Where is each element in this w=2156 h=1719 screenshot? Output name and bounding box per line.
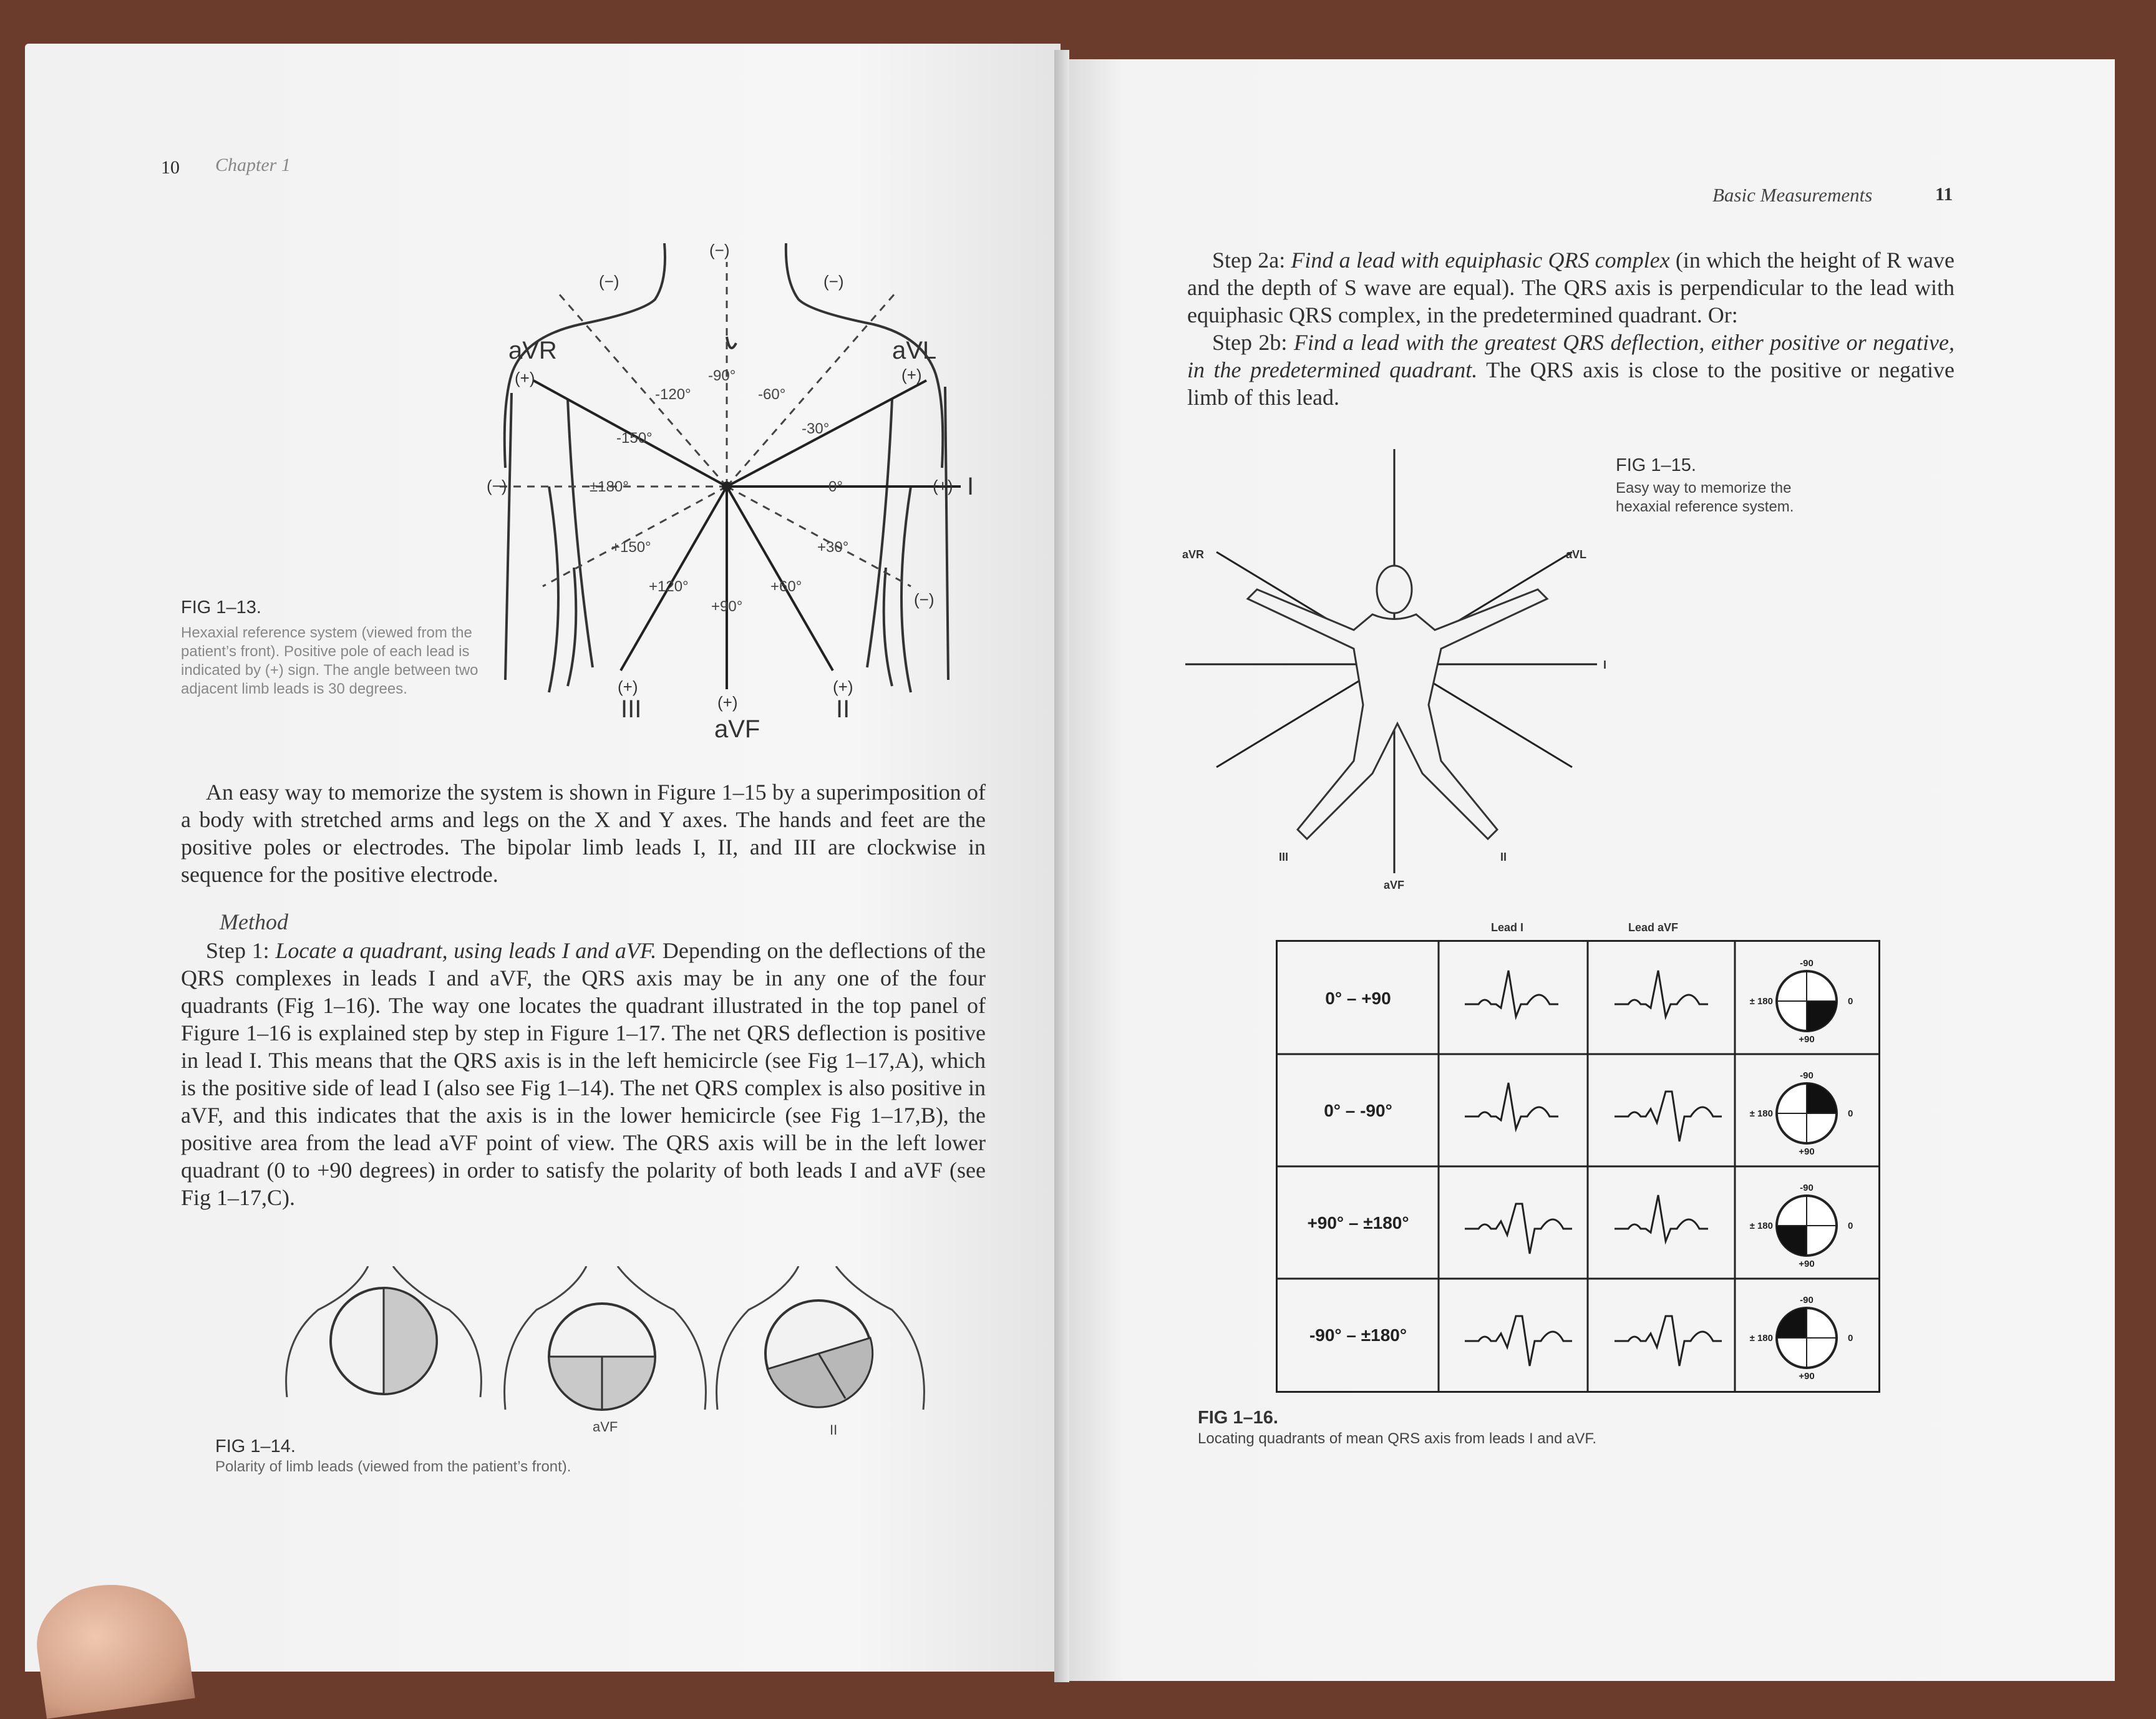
angle-m30: -30° [802,420,830,437]
fig13-label: FIG 1–13. [181,598,261,617]
right-page-number: 11 [1935,184,1953,205]
step2a-italic: Find a lead with equiphasic QRS complex [1291,248,1670,273]
circle-label-right: 0 [1848,996,1853,1007]
neg-lower-right: (−) [914,590,935,609]
step1-paragraph [181,937,986,1211]
angle-p120: +120° [649,578,689,595]
col-header-lead-i: Lead I [1491,921,1524,934]
fig13-hexaxial-diagram [487,231,986,742]
pos-ii: (+) [833,677,853,696]
fig15-avf-label: aVF [1384,879,1405,891]
fig16-label: FIG 1–16. [1198,1408,1278,1428]
col-header-lead-avf: Lead aVF [1628,921,1679,934]
fig14-ii-label: II [830,1422,838,1438]
left-page-number: 10 [161,157,180,178]
pos-iii: (+) [618,677,638,696]
fig15-label: FIG 1–15. [1616,455,1696,475]
circle-label-top: -90 [1800,1070,1814,1081]
shaded-quadrant [1807,1083,1837,1113]
fig15-i-label: I [1603,659,1607,671]
lead-i-waveform [1465,1204,1572,1254]
neg-top: (−) [709,241,730,259]
circle-label-top: -90 [1800,958,1814,969]
neg-upper-left: (−) [599,272,619,291]
shaded-quadrant [1807,1001,1837,1031]
step2a-paragraph [1187,246,1954,329]
circle-label-bottom: +90 [1799,1034,1815,1045]
fig15-caption: Easy way to memorize the hexaxial reference system. [1616,480,1794,515]
angle-m150: -150° [616,430,653,447]
lead-avf-waveform [1615,1195,1708,1241]
running-head: Basic Measurements [1712,184,1873,206]
angle-p90: +90° [711,598,743,615]
lead-i-waveform [1465,971,1558,1017]
fig14-caption: Polarity of limb leads (viewed from the patient’s front). [215,1458,571,1475]
fig16-caption: Locating quadrants of mean QRS axis from leads I and aVF. [1198,1430,1597,1447]
circle-label-left: ± 180 [1749,1333,1773,1344]
fig16-quadrant-table [1276,940,1880,1393]
pos-avl: (+) [901,366,922,384]
neg-upper-right: (−) [823,272,844,291]
step1-label: Step 1: [206,938,276,963]
lead-ii-label: II [836,695,850,723]
shaded-quadrant [1777,1226,1807,1256]
quadrant-range-label: -90° – ±180° [1309,1325,1407,1345]
lead-i-waveform [1465,1316,1572,1366]
lead-iii-label: III [621,695,642,723]
circle-label-bottom: +90 [1799,1146,1815,1157]
circle-label-bottom: +90 [1799,1371,1815,1382]
step1-italic: Locate a quadrant, using leads I and aVF. [275,938,657,963]
circle-label-right: 0 [1848,1333,1853,1344]
lead-avf-waveform [1615,1316,1722,1366]
fig15-ii-label: II [1500,851,1507,863]
shaded-quadrant [1777,1308,1807,1338]
neg-left: (−) [487,477,507,495]
angle-m90: -90° [708,367,736,384]
step2b-label: Step 2b: [1212,330,1294,355]
circle-label-left: ± 180 [1749,996,1773,1007]
step2a-text: (in which the height of R wave and the depth of S wave are equal). The QRS axis is perpendicular to the lead with equiphasic QRS complex, in the predetermined quadrant. Or: [1187,248,1955,327]
pos-avf: (+) [717,693,738,712]
fig15-body-diagram [1173,449,1647,898]
angle-pm180: ±180° [590,478,629,495]
angle-m120: -120° [655,386,691,403]
step2a-label: Step 2a: [1212,248,1291,273]
fig14-label: FIG 1–14. [215,1436,296,1456]
circle-label-top: -90 [1800,1295,1814,1305]
book-gutter [1054,50,1069,1682]
pos-i: (+) [933,477,953,495]
circle-label-left: ± 180 [1749,1221,1773,1231]
pos-avr: (+) [515,369,535,387]
quadrant-range-label: +90° – ±180° [1307,1213,1409,1232]
lead-avl-label: aVL [892,337,937,364]
fig13-caption: Hexaxial reference system (viewed from the patient’s front). Positive pole of each lead is indicated by (+) sign. The angle between two adjacent limb leads is 30 degrees. [181,624,478,697]
circle-label-left: ± 180 [1749,1108,1773,1119]
left-paragraph-1: An easy way to memorize the system is shown in Figure 1–15 by a superimposition of a body with stretched arms and legs on the X and Y axes. The hands and feet are the positive poles or electrodes. The bipolar limb leads I, II, and III are clockwise in sequence for the positive electrode. [181,780,986,887]
lead-i-label: I [967,473,974,500]
lead-avf-waveform [1615,1092,1722,1141]
angle-p150: +150° [611,539,651,556]
step2b-text: The QRS axis is close to the positive or negative limb of this lead. [1187,357,1954,410]
lead-avf-label: aVF [714,715,760,742]
fig15-avl-label: aVL [1566,548,1587,561]
circle-label-bottom: +90 [1799,1259,1815,1269]
quadrant-range-label: 0° – +90 [1325,989,1391,1008]
fig16-grid [1278,942,1878,1391]
angle-m60: -60° [758,386,786,403]
angle-p30: +30° [817,539,849,556]
fig15-avr-label: aVR [1182,548,1205,561]
method-heading: Method [220,909,288,934]
step1-text: Depending on the deflections of the QRS complexes in leads I and aVF, the QRS axis may be in any one of the four quadrants (Fig 1–16). The way one locates the quadrant illustrated in the top panel of Figure 1–16 is explained step by step in Figure 1–17. The net QRS deflection is positive in lead I. This means that the QRS axis is in the left hemicircle (see Fig 1–17,A), which is the positive side of lead I (also see Fig 1–14). The net QRS complex is also positive in aVF, and this indicates that the axis is in the lower hemicircle (see Fig 1–17,B), the positive area from the lead aVF point of view. The QRS axis will be in the left lower quadrant (0 to +90 degrees) in order to satisfy the polarity of both leads I and aVF (see Fig 1–17,C). [181,938,986,1210]
fig14-polarity-diagrams [281,1266,1017,1453]
fig15-iii-label: III [1279,851,1289,863]
left-chapter-title: Chapter 1 [215,155,291,175]
step2b-paragraph [1187,329,1954,411]
angle-zero: 0° [828,478,843,495]
angle-p60: +60° [770,578,802,595]
quadrant-range-label: 0° – -90° [1324,1101,1392,1120]
lead-i-waveform [1465,1083,1558,1129]
step2b-italic: Find a lead with the greatest QRS deflection, either positive or negative, in the predetermined quadrant. [1187,330,1954,382]
fig14-avf-label: aVF [593,1419,618,1435]
circle-label-right: 0 [1848,1108,1853,1119]
lead-avf-waveform [1615,971,1708,1017]
circle-label-right: 0 [1848,1221,1853,1231]
circle-label-top: -90 [1800,1183,1814,1193]
lead-avr-label: aVR [508,337,557,364]
